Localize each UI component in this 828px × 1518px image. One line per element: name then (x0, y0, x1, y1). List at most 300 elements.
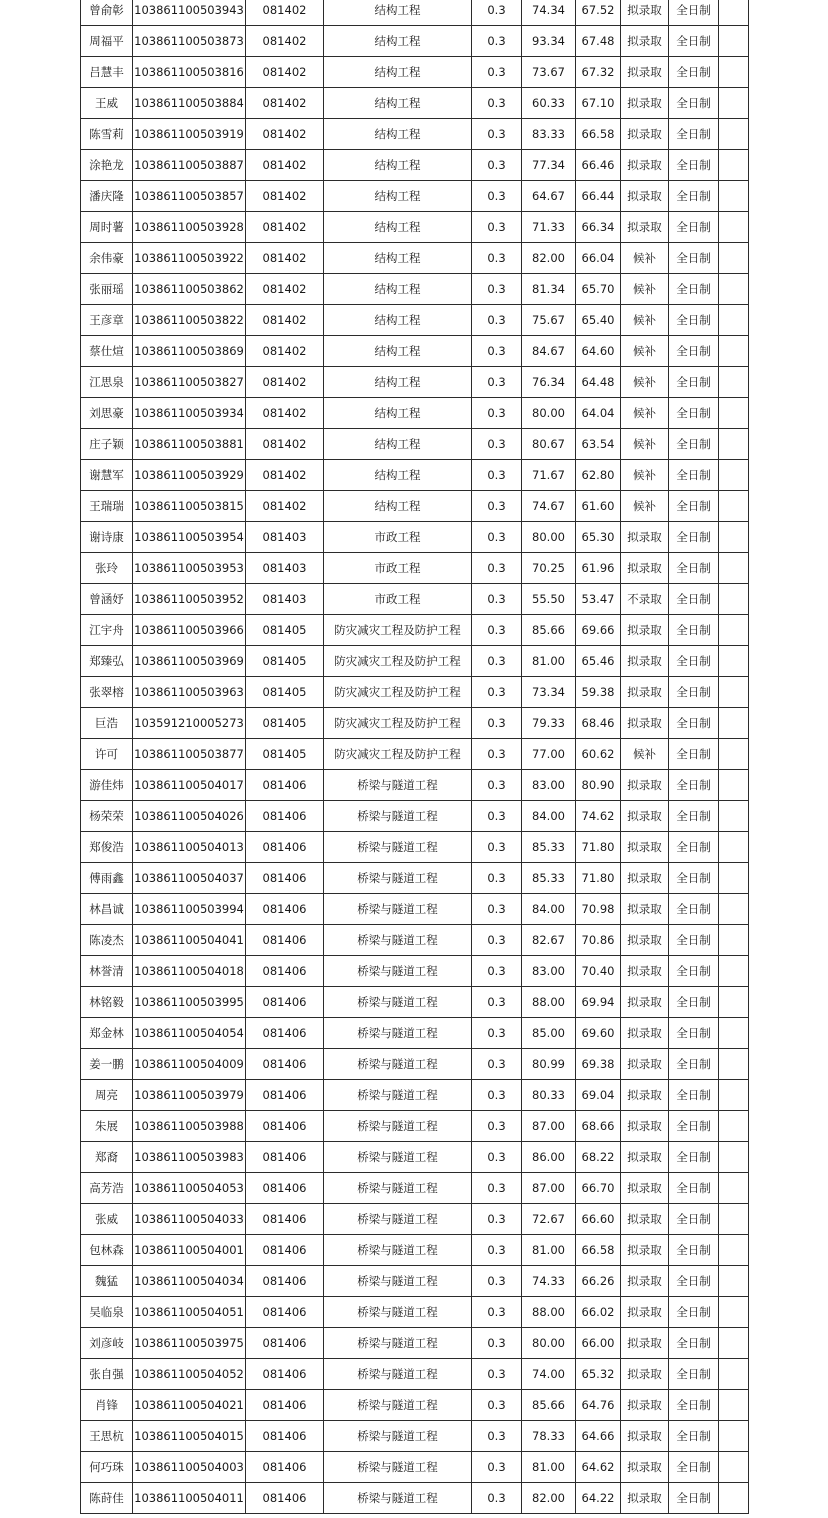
table-row (81, 491, 749, 522)
major-name-cell: 桥梁与隧道工程 (324, 1080, 472, 1111)
table-row (81, 212, 749, 243)
exam-id-cell: 103861100503994 (133, 894, 246, 925)
weight-cell: 0.3 (472, 57, 522, 88)
admission-status-cell: 拟录取 (621, 832, 669, 863)
admission-status-cell: 拟录取 (621, 1018, 669, 1049)
weight-cell: 0.3 (472, 1266, 522, 1297)
table-row (81, 429, 749, 460)
major-name-cell: 桥梁与隧道工程 (324, 1390, 472, 1421)
remark-cell (719, 894, 749, 925)
total-score-cell: 65.46 (576, 646, 621, 677)
study-mode-cell: 全日制 (669, 584, 719, 615)
total-score-cell: 68.46 (576, 708, 621, 739)
weight-cell: 0.3 (472, 212, 522, 243)
weight-cell: 0.3 (472, 26, 522, 57)
table-row (81, 1111, 749, 1142)
exam-id-cell: 103861100503979 (133, 1080, 246, 1111)
major-code-cell: 081403 (246, 522, 324, 553)
total-score-cell: 64.76 (576, 1390, 621, 1421)
total-score-cell: 62.80 (576, 460, 621, 491)
total-score-cell: 61.60 (576, 491, 621, 522)
weight-cell: 0.3 (472, 1297, 522, 1328)
exam-id-cell: 103591210005273 (133, 708, 246, 739)
candidate-name-cell: 郑俊浩 (81, 832, 133, 863)
remark-cell (719, 1080, 749, 1111)
major-code-cell: 081406 (246, 801, 324, 832)
weight-cell: 0.3 (472, 1235, 522, 1266)
remark-cell (719, 1266, 749, 1297)
major-code-cell: 081402 (246, 491, 324, 522)
interview-score-cell: 64.67 (522, 181, 576, 212)
exam-id-cell: 103861100503969 (133, 646, 246, 677)
study-mode-cell: 全日制 (669, 243, 719, 274)
total-score-cell: 71.80 (576, 832, 621, 863)
total-score-cell: 59.38 (576, 677, 621, 708)
study-mode-cell: 全日制 (669, 925, 719, 956)
exam-id-cell: 103861100503953 (133, 553, 246, 584)
major-code-cell: 081406 (246, 987, 324, 1018)
interview-score-cell: 74.00 (522, 1359, 576, 1390)
total-score-cell: 66.04 (576, 243, 621, 274)
candidate-name-cell: 张丽瑶 (81, 274, 133, 305)
study-mode-cell: 全日制 (669, 1018, 719, 1049)
interview-score-cell: 88.00 (522, 1297, 576, 1328)
major-name-cell: 结构工程 (324, 57, 472, 88)
weight-cell: 0.3 (472, 1359, 522, 1390)
exam-id-cell: 103861100503963 (133, 677, 246, 708)
study-mode-cell: 全日制 (669, 181, 719, 212)
exam-id-cell: 103861100503873 (133, 26, 246, 57)
interview-score-cell: 55.50 (522, 584, 576, 615)
table-row (81, 925, 749, 956)
major-code-cell: 081405 (246, 646, 324, 677)
admission-status-cell: 拟录取 (621, 1235, 669, 1266)
major-code-cell: 081402 (246, 305, 324, 336)
admission-status-cell: 拟录取 (621, 894, 669, 925)
candidate-name-cell: 张翠榕 (81, 677, 133, 708)
candidate-name-cell: 刘思豪 (81, 398, 133, 429)
table-row (81, 832, 749, 863)
weight-cell: 0.3 (472, 739, 522, 770)
interview-score-cell: 77.00 (522, 739, 576, 770)
study-mode-cell: 全日制 (669, 1390, 719, 1421)
interview-score-cell: 80.67 (522, 429, 576, 460)
major-name-cell: 桥梁与隧道工程 (324, 925, 472, 956)
weight-cell: 0.3 (472, 274, 522, 305)
remark-cell (719, 429, 749, 460)
study-mode-cell: 全日制 (669, 1297, 719, 1328)
admission-status-cell: 拟录取 (621, 677, 669, 708)
exam-id-cell: 103861100504054 (133, 1018, 246, 1049)
exam-id-cell: 103861100503983 (133, 1142, 246, 1173)
candidate-name-cell: 曾涵妤 (81, 584, 133, 615)
interview-score-cell: 83.00 (522, 770, 576, 801)
study-mode-cell: 全日制 (669, 26, 719, 57)
remark-cell (719, 863, 749, 894)
study-mode-cell: 全日制 (669, 1452, 719, 1483)
major-name-cell: 结构工程 (324, 305, 472, 336)
admission-status-cell: 拟录取 (621, 1266, 669, 1297)
interview-score-cell: 81.00 (522, 646, 576, 677)
admission-status-cell: 拟录取 (621, 522, 669, 553)
weight-cell: 0.3 (472, 1421, 522, 1452)
candidate-name-cell: 张自强 (81, 1359, 133, 1390)
major-code-cell: 081402 (246, 26, 324, 57)
remark-cell (719, 987, 749, 1018)
remark-cell (719, 1204, 749, 1235)
total-score-cell: 65.32 (576, 1359, 621, 1390)
admission-status-cell: 拟录取 (621, 1390, 669, 1421)
table-row (81, 57, 749, 88)
total-score-cell: 74.62 (576, 801, 621, 832)
admission-status-cell: 拟录取 (621, 1421, 669, 1452)
admission-status-cell: 候补 (621, 243, 669, 274)
study-mode-cell: 全日制 (669, 615, 719, 646)
remark-cell (719, 1173, 749, 1204)
exam-id-cell: 103861100503857 (133, 181, 246, 212)
remark-cell (719, 367, 749, 398)
weight-cell: 0.3 (472, 243, 522, 274)
interview-score-cell: 85.00 (522, 1018, 576, 1049)
weight-cell: 0.3 (472, 1390, 522, 1421)
table-row (81, 1328, 749, 1359)
exam-id-cell: 103861100503869 (133, 336, 246, 367)
total-score-cell: 65.30 (576, 522, 621, 553)
table-row (81, 1266, 749, 1297)
total-score-cell: 66.34 (576, 212, 621, 243)
interview-score-cell: 88.00 (522, 987, 576, 1018)
total-score-cell: 64.60 (576, 336, 621, 367)
major-name-cell: 防灾减灾工程及防护工程 (324, 646, 472, 677)
admission-status-cell: 拟录取 (621, 1328, 669, 1359)
total-score-cell: 69.66 (576, 615, 621, 646)
table-row (81, 1204, 749, 1235)
table-row (81, 1390, 749, 1421)
candidate-name-cell: 傅雨鑫 (81, 863, 133, 894)
total-score-cell: 66.26 (576, 1266, 621, 1297)
major-code-cell: 081406 (246, 1421, 324, 1452)
admission-status-cell: 拟录取 (621, 801, 669, 832)
weight-cell: 0.3 (472, 925, 522, 956)
remark-cell (719, 460, 749, 491)
interview-score-cell: 80.00 (522, 522, 576, 553)
admission-status-cell: 拟录取 (621, 181, 669, 212)
remark-cell (719, 150, 749, 181)
candidate-name-cell: 刘彦岐 (81, 1328, 133, 1359)
exam-id-cell: 103861100503988 (133, 1111, 246, 1142)
interview-score-cell: 85.33 (522, 863, 576, 894)
interview-score-cell: 81.00 (522, 1235, 576, 1266)
candidate-name-cell: 杨荣荣 (81, 801, 133, 832)
weight-cell: 0.3 (472, 646, 522, 677)
table-row (81, 274, 749, 305)
admission-status-cell: 候补 (621, 398, 669, 429)
remark-cell (719, 1328, 749, 1359)
table-row (81, 615, 749, 646)
candidate-name-cell: 王瑞瑞 (81, 491, 133, 522)
admission-status-cell: 拟录取 (621, 1297, 669, 1328)
study-mode-cell: 全日制 (669, 119, 719, 150)
admission-status-cell: 拟录取 (621, 646, 669, 677)
remark-cell (719, 1297, 749, 1328)
exam-id-cell: 103861100504033 (133, 1204, 246, 1235)
admission-status-cell: 拟录取 (621, 119, 669, 150)
exam-id-cell: 103861100503928 (133, 212, 246, 243)
study-mode-cell: 全日制 (669, 460, 719, 491)
major-name-cell: 市政工程 (324, 522, 472, 553)
exam-id-cell: 103861100504026 (133, 801, 246, 832)
total-score-cell: 65.70 (576, 274, 621, 305)
major-name-cell: 结构工程 (324, 119, 472, 150)
total-score-cell: 80.90 (576, 770, 621, 801)
interview-score-cell: 87.00 (522, 1111, 576, 1142)
remark-cell (719, 584, 749, 615)
major-code-cell: 081406 (246, 894, 324, 925)
remark-cell (719, 1111, 749, 1142)
major-name-cell: 结构工程 (324, 491, 472, 522)
major-name-cell: 桥梁与隧道工程 (324, 1111, 472, 1142)
remark-cell (719, 739, 749, 770)
admission-results-table (80, 0, 749, 1514)
exam-id-cell: 103861100504017 (133, 770, 246, 801)
admission-status-cell: 拟录取 (621, 212, 669, 243)
major-name-cell: 市政工程 (324, 553, 472, 584)
major-code-cell: 081406 (246, 956, 324, 987)
interview-score-cell: 82.00 (522, 243, 576, 274)
major-code-cell: 081403 (246, 553, 324, 584)
remark-cell (719, 1142, 749, 1173)
total-score-cell: 69.94 (576, 987, 621, 1018)
candidate-name-cell: 周福平 (81, 26, 133, 57)
table-row (81, 243, 749, 274)
exam-id-cell: 103861100503862 (133, 274, 246, 305)
major-code-cell: 081402 (246, 274, 324, 305)
study-mode-cell: 全日制 (669, 57, 719, 88)
major-name-cell: 防灾减灾工程及防护工程 (324, 677, 472, 708)
exam-id-cell: 103861100503966 (133, 615, 246, 646)
weight-cell: 0.3 (472, 1018, 522, 1049)
major-name-cell: 桥梁与隧道工程 (324, 1483, 472, 1514)
study-mode-cell: 全日制 (669, 429, 719, 460)
remark-cell (719, 1359, 749, 1390)
major-name-cell: 桥梁与隧道工程 (324, 1018, 472, 1049)
remark-cell (719, 274, 749, 305)
interview-score-cell: 74.34 (522, 0, 576, 26)
exam-id-cell: 103861100504053 (133, 1173, 246, 1204)
study-mode-cell: 全日制 (669, 1235, 719, 1266)
weight-cell: 0.3 (472, 1111, 522, 1142)
table-row (81, 1173, 749, 1204)
study-mode-cell: 全日制 (669, 987, 719, 1018)
major-name-cell: 桥梁与隧道工程 (324, 801, 472, 832)
major-code-cell: 081406 (246, 832, 324, 863)
study-mode-cell: 全日制 (669, 863, 719, 894)
remark-cell (719, 243, 749, 274)
major-code-cell: 081405 (246, 615, 324, 646)
weight-cell: 0.3 (472, 181, 522, 212)
study-mode-cell: 全日制 (669, 491, 719, 522)
major-name-cell: 桥梁与隧道工程 (324, 1049, 472, 1080)
remark-cell (719, 801, 749, 832)
study-mode-cell: 全日制 (669, 1266, 719, 1297)
table-row (81, 88, 749, 119)
study-mode-cell: 全日制 (669, 832, 719, 863)
table-row (81, 181, 749, 212)
major-name-cell: 桥梁与隧道工程 (324, 1421, 472, 1452)
weight-cell: 0.3 (472, 119, 522, 150)
weight-cell: 0.3 (472, 491, 522, 522)
major-name-cell: 结构工程 (324, 274, 472, 305)
study-mode-cell: 全日制 (669, 522, 719, 553)
exam-id-cell: 103861100503884 (133, 88, 246, 119)
major-name-cell: 桥梁与隧道工程 (324, 1235, 472, 1266)
weight-cell: 0.3 (472, 398, 522, 429)
major-code-cell: 081402 (246, 336, 324, 367)
remark-cell (719, 925, 749, 956)
candidate-name-cell: 游佳炜 (81, 770, 133, 801)
admission-status-cell: 候补 (621, 739, 669, 770)
major-code-cell: 081406 (246, 1080, 324, 1111)
interview-score-cell: 86.00 (522, 1142, 576, 1173)
weight-cell: 0.3 (472, 305, 522, 336)
weight-cell: 0.3 (472, 150, 522, 181)
major-name-cell: 桥梁与隧道工程 (324, 956, 472, 987)
major-name-cell: 结构工程 (324, 181, 472, 212)
remark-cell (719, 770, 749, 801)
candidate-name-cell: 曾俞彰 (81, 0, 133, 26)
major-code-cell: 081402 (246, 398, 324, 429)
major-code-cell: 081406 (246, 1204, 324, 1235)
major-code-cell: 081406 (246, 1049, 324, 1080)
admission-status-cell: 候补 (621, 274, 669, 305)
major-name-cell: 结构工程 (324, 429, 472, 460)
interview-score-cell: 83.00 (522, 956, 576, 987)
study-mode-cell: 全日制 (669, 1142, 719, 1173)
exam-id-cell: 103861100503952 (133, 584, 246, 615)
candidate-name-cell: 江思泉 (81, 367, 133, 398)
major-name-cell: 防灾减灾工程及防护工程 (324, 739, 472, 770)
candidate-name-cell: 何巧珠 (81, 1452, 133, 1483)
remark-cell (719, 305, 749, 336)
candidate-name-cell: 陈雪莉 (81, 119, 133, 150)
candidate-name-cell: 巨浩 (81, 708, 133, 739)
candidate-name-cell: 朱展 (81, 1111, 133, 1142)
weight-cell: 0.3 (472, 553, 522, 584)
weight-cell: 0.3 (472, 522, 522, 553)
remark-cell (719, 832, 749, 863)
table-row (81, 336, 749, 367)
weight-cell: 0.3 (472, 1080, 522, 1111)
total-score-cell: 69.60 (576, 1018, 621, 1049)
remark-cell (719, 0, 749, 26)
major-name-cell: 桥梁与隧道工程 (324, 770, 472, 801)
remark-cell (719, 553, 749, 584)
weight-cell: 0.3 (472, 863, 522, 894)
major-code-cell: 081402 (246, 0, 324, 26)
admission-results-sheet (80, 0, 748, 1514)
weight-cell: 0.3 (472, 1483, 522, 1514)
candidate-name-cell: 潘庆隆 (81, 181, 133, 212)
major-name-cell: 防灾减灾工程及防护工程 (324, 615, 472, 646)
major-code-cell: 081406 (246, 925, 324, 956)
exam-id-cell: 103861100503815 (133, 491, 246, 522)
major-code-cell: 081402 (246, 119, 324, 150)
admission-status-cell: 候补 (621, 336, 669, 367)
major-code-cell: 081402 (246, 181, 324, 212)
total-score-cell: 70.40 (576, 956, 621, 987)
study-mode-cell: 全日制 (669, 1328, 719, 1359)
major-name-cell: 结构工程 (324, 367, 472, 398)
weight-cell: 0.3 (472, 1452, 522, 1483)
exam-id-cell: 103861100504015 (133, 1421, 246, 1452)
admission-status-cell: 不录取 (621, 584, 669, 615)
interview-score-cell: 71.33 (522, 212, 576, 243)
major-code-cell: 081406 (246, 1111, 324, 1142)
exam-id-cell: 103861100503887 (133, 150, 246, 181)
major-code-cell: 081406 (246, 1328, 324, 1359)
weight-cell: 0.3 (472, 832, 522, 863)
major-code-cell: 081402 (246, 212, 324, 243)
total-score-cell: 66.58 (576, 119, 621, 150)
table-row (81, 1297, 749, 1328)
weight-cell: 0.3 (472, 770, 522, 801)
total-score-cell: 66.60 (576, 1204, 621, 1235)
candidate-name-cell: 王彦章 (81, 305, 133, 336)
admission-status-cell: 拟录取 (621, 615, 669, 646)
study-mode-cell: 全日制 (669, 677, 719, 708)
study-mode-cell: 全日制 (669, 1204, 719, 1235)
study-mode-cell: 全日制 (669, 956, 719, 987)
exam-id-cell: 103861100503954 (133, 522, 246, 553)
weight-cell: 0.3 (472, 1204, 522, 1235)
candidate-name-cell: 周亮 (81, 1080, 133, 1111)
candidate-name-cell: 谢诗康 (81, 522, 133, 553)
exam-id-cell: 103861100504052 (133, 1359, 246, 1390)
exam-id-cell: 103861100504013 (133, 832, 246, 863)
candidate-name-cell: 余伟豪 (81, 243, 133, 274)
interview-score-cell: 93.34 (522, 26, 576, 57)
admission-status-cell: 拟录取 (621, 150, 669, 181)
interview-score-cell: 71.67 (522, 460, 576, 491)
exam-id-cell: 103861100504041 (133, 925, 246, 956)
exam-id-cell: 103861100504034 (133, 1266, 246, 1297)
candidate-name-cell: 谢慧军 (81, 460, 133, 491)
major-code-cell: 081406 (246, 1142, 324, 1173)
major-name-cell: 结构工程 (324, 150, 472, 181)
major-code-cell: 081406 (246, 770, 324, 801)
interview-score-cell: 70.25 (522, 553, 576, 584)
major-name-cell: 桥梁与隧道工程 (324, 1266, 472, 1297)
major-name-cell: 结构工程 (324, 88, 472, 119)
table-row (81, 1483, 749, 1514)
remark-cell (719, 336, 749, 367)
weight-cell: 0.3 (472, 0, 522, 26)
exam-id-cell: 103861100503827 (133, 367, 246, 398)
interview-score-cell: 80.00 (522, 1328, 576, 1359)
major-code-cell: 081406 (246, 1235, 324, 1266)
table-row (81, 1018, 749, 1049)
candidate-name-cell: 吴临泉 (81, 1297, 133, 1328)
exam-id-cell: 103861100503922 (133, 243, 246, 274)
remark-cell (719, 1049, 749, 1080)
exam-id-cell: 103861100503919 (133, 119, 246, 150)
interview-score-cell: 80.00 (522, 398, 576, 429)
total-score-cell: 66.58 (576, 1235, 621, 1266)
exam-id-cell: 103861100504021 (133, 1390, 246, 1421)
remark-cell (719, 1452, 749, 1483)
total-score-cell: 64.66 (576, 1421, 621, 1452)
exam-id-cell: 103861100503877 (133, 739, 246, 770)
